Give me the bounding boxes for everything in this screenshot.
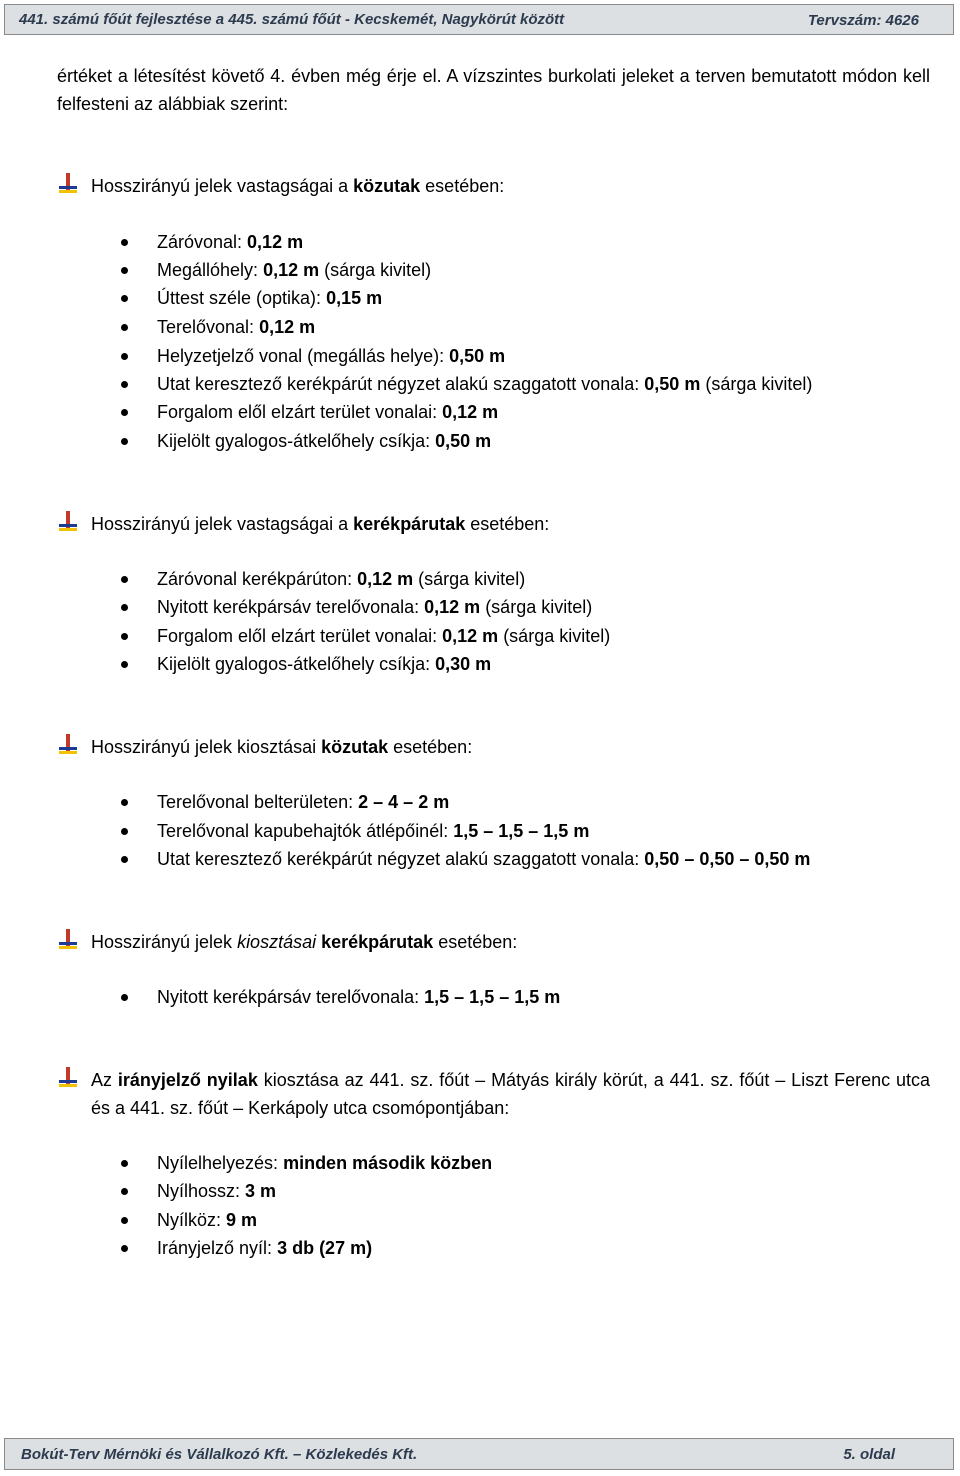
header-title: 441. számú főút fejlesztése a 445. számú főút - Kecskemét, Nagykörút között xyxy=(19,11,565,28)
footer-page-number: 5. oldal xyxy=(843,1446,895,1463)
section-heading-4: Hosszirányú jelek kiosztásai kerékpárutak esetében: xyxy=(57,928,517,956)
arrow-down-bullet-icon xyxy=(57,1066,79,1090)
page-footer xyxy=(4,1438,954,1470)
list-item: Úttest széle (optika): 0,15 m xyxy=(127,284,382,312)
list-item: Nyílhossz: 3 m xyxy=(127,1177,276,1205)
list-item: Forgalom elől elzárt terület vonalai: 0,12 m xyxy=(127,398,498,426)
list-item: Megállóhely: 0,12 m (sárga kivitel) xyxy=(127,256,431,284)
list-item: Utat keresztező kerékpárút négyzet alakú szaggatott vonala: 0,50 – 0,50 – 0,50 m xyxy=(127,845,810,873)
arrow-down-bullet-icon xyxy=(57,510,79,534)
list-item: Forgalom elől elzárt terület vonalai: 0,12 m (sárga kivitel) xyxy=(127,622,610,650)
list-item: Nyílköz: 9 m xyxy=(127,1206,257,1234)
arrow-down-bullet-icon xyxy=(57,172,79,196)
list-item: Terelővonal kapubehajtók átlépőinél: 1,5 – 1,5 – 1,5 m xyxy=(127,817,589,845)
arrow-down-bullet-icon xyxy=(57,733,79,757)
intro-paragraph: értéket a létesítést követő 4. évben még érje el. A vízszintes burkolati jeleket a terven bemutatott módon kell felfesteni az alábbiak szerint: xyxy=(57,66,930,114)
section-heading-5: Az irányjelző nyilak kiosztása az 441. sz. főút – Mátyás király körút, a 441. sz. főút – Liszt Ferenc utca és a 441. sz. főút – Kerkápoly utca csomópontjában: xyxy=(57,1066,930,1122)
footer-company: Bokút-Terv Mérnöki és Vállalkozó Kft. – Közlekedés Kft. xyxy=(21,1446,418,1463)
header-plan-number: Tervszám: 4626 xyxy=(807,12,919,29)
list-item: Helyzetjelző vonal (megállás helye): 0,50 m xyxy=(127,342,505,370)
list-item: Nyitott kerékpársáv terelővonala: 1,5 – 1,5 – 1,5 m xyxy=(127,983,560,1011)
list-item: Kijelölt gyalogos-átkelőhely csíkja: 0,50 m xyxy=(127,427,491,455)
list-item: Terelővonal: 0,12 m xyxy=(127,313,315,341)
page-header xyxy=(4,4,954,35)
section-heading-1: Hosszirányú jelek vastagságai a közutak esetében: xyxy=(57,172,504,200)
list-item: Záróvonal kerékpárúton: 0,12 m (sárga kivitel) xyxy=(127,565,525,593)
list-item: Nyílelhelyezés: minden második közben xyxy=(127,1149,492,1177)
list-item: Nyitott kerékpársáv terelővonala: 0,12 m (sárga kivitel) xyxy=(127,593,592,621)
list-item: Irányjelző nyíl: 3 db (27 m) xyxy=(127,1234,372,1262)
list-item: Terelővonal belterületen: 2 – 4 – 2 m xyxy=(127,788,449,816)
list-item: Záróvonal: 0,12 m xyxy=(127,228,303,256)
list-item: Utat keresztező kerékpárút négyzet alakú szaggatott vonala: 0,50 m (sárga kivitel) xyxy=(127,370,812,398)
arrow-down-bullet-icon xyxy=(57,928,79,952)
section-heading-2: Hosszirányú jelek vastagságai a kerékpárutak esetében: xyxy=(57,510,549,538)
list-item: Kijelölt gyalogos-átkelőhely csíkja: 0,30 m xyxy=(127,650,491,678)
section-heading-3: Hosszirányú jelek kiosztásai közutak esetében: xyxy=(57,733,472,761)
